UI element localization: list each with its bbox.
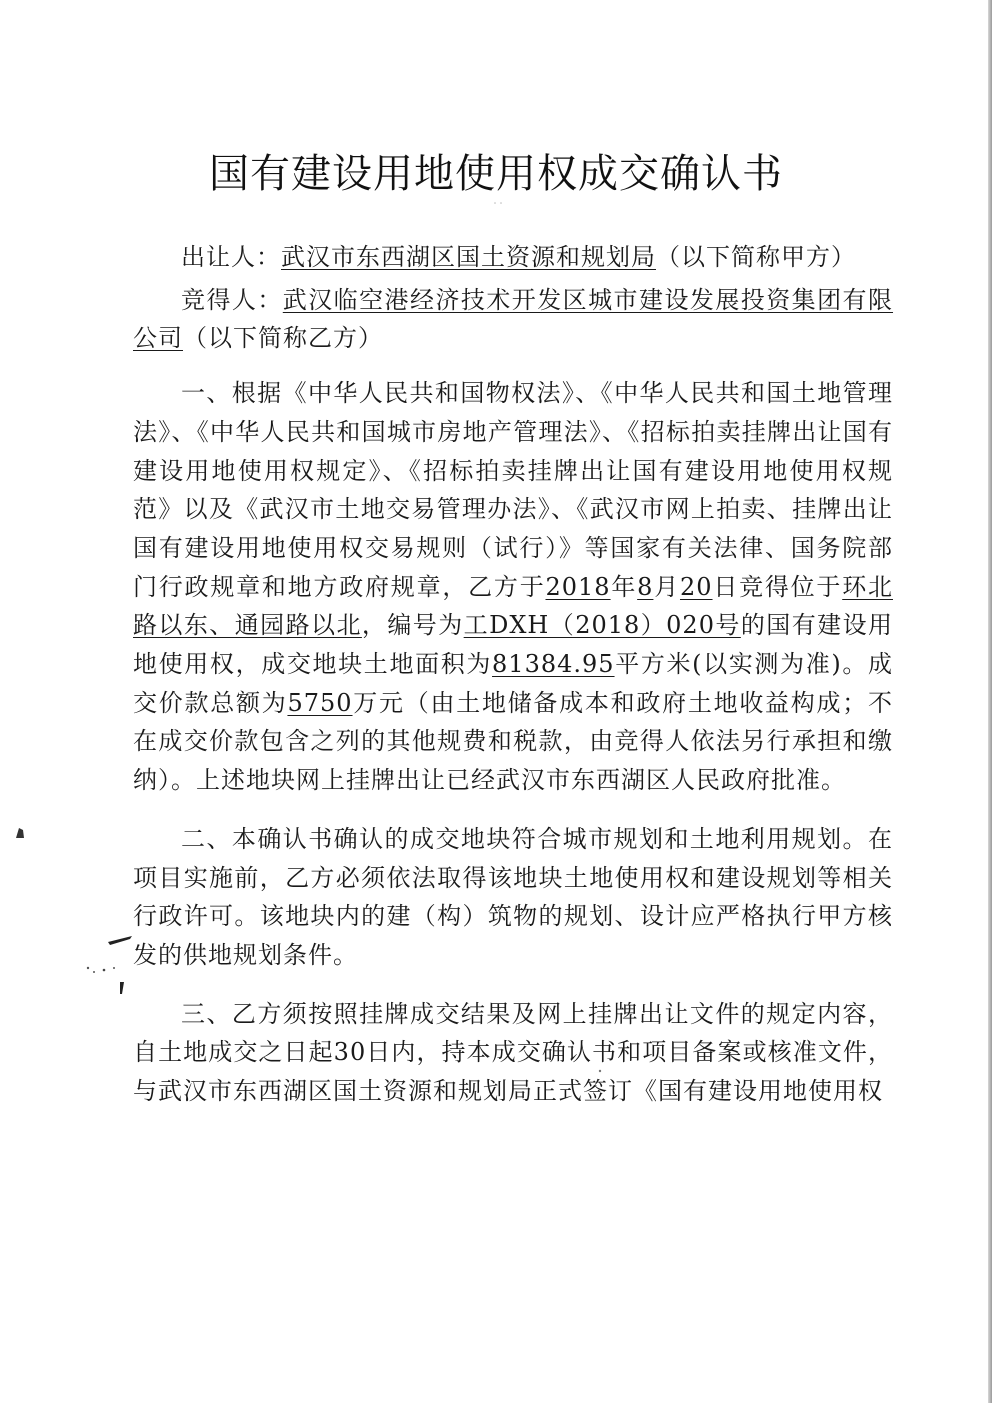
- award-day: 20: [679, 572, 713, 601]
- seller-suffix: （以下简称甲方）: [656, 243, 856, 271]
- buyer-label: 竞得人：: [181, 285, 283, 314]
- scan-speck: [80, 928, 140, 998]
- transaction-price: 5750: [287, 688, 353, 717]
- section-2: 二、本确认书确认的成交地块符合城市规划和土地利用规划。在项目实施前，乙方必须依法取得该地块土地使用权和建设规划等相关行政许可。该地块内的建（构）筑物的规划、设计应严格执行甲方核发的供地规划条件。: [133, 824, 893, 969]
- award-year: 2018: [545, 572, 611, 601]
- year-unit: 年: [610, 572, 638, 601]
- buyer-name: 武汉临空港经济技术开发区城市建设发展投资集团有限公司: [133, 285, 894, 353]
- parcel-location: 环北路以东、通园路以北: [133, 572, 893, 640]
- buyer-suffix: （以下简称乙方）: [183, 324, 383, 353]
- award-month: 8: [637, 572, 654, 601]
- area-text: 的国有建设用地使用权，成交地块土地面积为: [133, 611, 894, 679]
- parcel-area: 81384.95: [492, 650, 615, 679]
- document-title: 国有建设用地使用权成交确认书: [209, 151, 783, 197]
- scan-speck: [492, 200, 506, 206]
- parcel-number: 工DXH（2018）020号: [463, 611, 741, 640]
- day-unit-text: 日竞得位于: [712, 572, 843, 601]
- month-unit: 月: [653, 572, 680, 601]
- number-text: ，编号为: [361, 611, 464, 640]
- seller-name: 武汉市东西湖区国土资源和规划局: [281, 243, 656, 271]
- section-1-rest: 万元（由土地储备成本和政府土地收益构成；不在成交价款包含之列的其他规费和税款，由竞得人依法另行承担和缴纳）。上述地块网上挂牌出让已经武汉市东西湖区人民政府批准。: [133, 688, 894, 795]
- section-1-intro: 一、根据《中华人民共和国物权法》、《中华人民共和国土地管理法》、《中华人民共和国城市房地产管理法》、《招标拍卖挂牌出让国有建设用地使用权规定》、《招标拍卖挂牌出让国有建设用地使用权规范》以及《武汉市土地交易管理办法》、《武汉市网上拍卖、挂牌出让国有建设用地使用权交易规则（试行）》等国家有关法律、国务院部门行政规章和地方政府规章，乙方于: [133, 379, 893, 601]
- section-1: [133, 374, 893, 800]
- seller-line: [133, 238, 893, 277]
- scan-speck: [14, 826, 26, 840]
- buyer-line: [133, 281, 893, 358]
- seller-label: 出让人：: [181, 243, 281, 271]
- price-text: 平方米(以实测为准)。成交价款总额为: [133, 650, 894, 717]
- section-3: 三、乙方须按照挂牌成交结果及网上挂牌出让文件的规定内容，自土地成交之日起30日内，持本成交确认书和项目备案或核准文件，与武汉市东西湖区国土资源和规划局正式签订《国有建设用地使用权: [133, 999, 893, 1106]
- document-body: [133, 238, 893, 1111]
- scan-edge: [988, 0, 992, 1403]
